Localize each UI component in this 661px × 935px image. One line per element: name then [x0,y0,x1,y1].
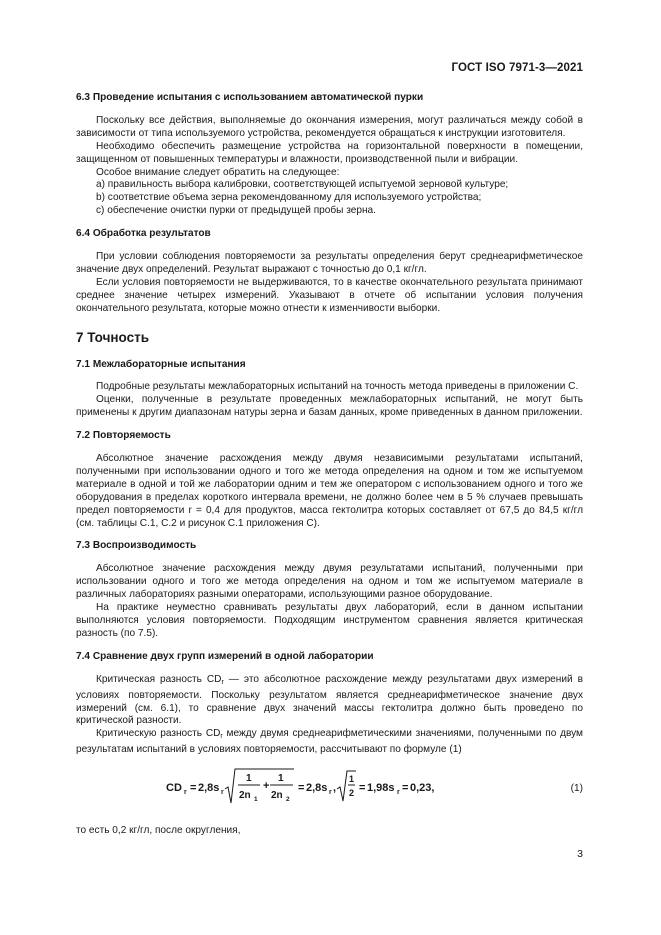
section-7-title: 7 Точность [76,329,150,345]
paragraph: Необходимо обеспечить размещение устройства на горизонтальной поверхности в помещении, защищенном от повышенных температуры и влажности, производственной пыли и вибрации. [76,140,583,165]
formula-graphic [166,767,466,813]
list-item: а) правильность выбора калибровки, соответствующей испытуемой зерновой культуре; [96,179,509,191]
svg-text:r: r [397,789,400,797]
section-7-2-title: 7.2 Повторяемость [76,430,171,442]
svg-text:2: 2 [286,796,290,804]
list-item: с) обеспечение очистки пурки от предыдущей пробы зерна. [96,205,376,217]
paragraph: Критическая разность $CD_r$ — это абсолютное расхождение между результатами двух измерений в условиях повторяемости. Поскольку результатом является среднеарифметическое значение двух измерений (см. 6.1), то сравнение двух значений массы гектолитра должно быть проведено по критической разности. [76,673,584,727]
svg-text:2,8s: 2,8s [198,782,220,795]
paragraph: На практике неуместно сравнивать результаты двух лабораторий, если в данном испытании выполняются условия повторяемости. Подходящим инструментом сравнения является критическая разность (по 7.5). [76,602,583,639]
svg-text:0,23,: 0,23, [410,782,435,795]
document-code: ГОСТ ISO 7971-3—2021 [451,62,583,74]
paragraph: Поскольку все действия, выполняемые до окончания измерения, могут различаться между собой в зависимости от типа используемого устройства, рекомендуется обращаться к инструкции изготовителя. [76,114,583,139]
section-6-4-title: 6.4 Обработка результатов [76,228,211,240]
svg-text:1: 1 [278,773,284,785]
paragraph: Абсолютное значение расхождения между двумя независимыми результатами испытаний, полученными при использовании одного и того же метода определения на одном и том же испытуемом материале в одной и той же лаборатории одним и тем же оператором с использованием одного и того же оборудования в пределах короткого интервала времени, не должно более чем в 5 % случаев превышать предел повторяемости r = 0,4 для продуктов, масса гектолитра которых составляет от 67,5 до 84,5 кг/гл (см. таблицы С.1, С.2 и рисунок С.1 приложения С). [76,453,583,529]
formula-1 [76,765,583,815]
section-7-1-title: 7.1 Межлабораторные испытания [76,358,246,370]
svg-text:1,98s: 1,98s [367,782,395,795]
section-7-4-title: 7.4 Сравнение двух групп измерений в одной лаборатории [76,650,374,662]
svg-text:=: = [298,782,305,795]
paragraph: Если условия повторяемости не выдерживаются, то в качестве окончательного результата принимают среднее значение четырех измерений. Указывают в отчете об испытании условия получения окончательного результата, которые можно отнести к изменчивости выборки. [76,276,583,314]
svg-text:,: , [333,782,337,795]
list-item: b) соответствие объема зерна рекомендованному для используемого устройства; [96,192,482,204]
svg-text:=: = [402,782,409,795]
page-number: 3 [577,848,583,860]
page-content [76,92,583,838]
svg-text:1: 1 [349,774,355,785]
paragraph: Подробные результаты межлабораторных испытаний на точность метода приведены в приложении С. [96,381,579,393]
svg-text:r: r [329,789,332,797]
svg-text:2: 2 [349,788,355,799]
svg-text:CD: CD [166,782,182,795]
section-6-3-title: 6.3 Проведение испытания с использованием автоматической пурки [76,92,424,103]
svg-text:1: 1 [254,796,258,804]
paragraph: Оценки, полученные в результате проведенных межлабораторных испытаний, не могут быть применены к другим диапазонам натуры зерна и базам данных, кроме приведенных в данном приложении. [76,394,583,419]
svg-text:r: r [221,789,224,797]
paragraph: Особое внимание следует обратить на следующее: [96,166,340,178]
paragraph: При условии соблюдения повторяемости за результаты определения берут среднеарифметическое значение двух определений. Результат выражают с точностью до 0,1 кг/гл. [76,251,583,275]
svg-text:1: 1 [246,773,252,785]
section-7-3-title: 7.3 Воспроизводимость [76,540,197,552]
formula-number: (1) [570,783,583,795]
paragraph: Критическую разность $CD_r$ между двумя среднеарифметическими значениями, полученными по двум результатам испытаний в условиях повторяемости, рассчитывают по формуле (1) [76,728,583,756]
svg-text:r: r [184,789,187,797]
svg-text:2,8s: 2,8s [306,782,328,795]
paragraph: Абсолютное значение расхождения между двумя результатами испытаний, полученными при использовании одного и того же метода определения на одном и том же испытуемом материале в различных лабораториях разными операторами, использующими разное оборудование. [76,563,583,601]
svg-text:=: = [190,782,197,795]
svg-text:+: + [263,780,270,793]
svg-text:2n: 2n [239,790,251,802]
svg-text:2n: 2n [271,790,283,802]
svg-text:=: = [359,782,366,795]
paragraph: то есть 0,2 кг/гл, после округления, [76,825,241,837]
